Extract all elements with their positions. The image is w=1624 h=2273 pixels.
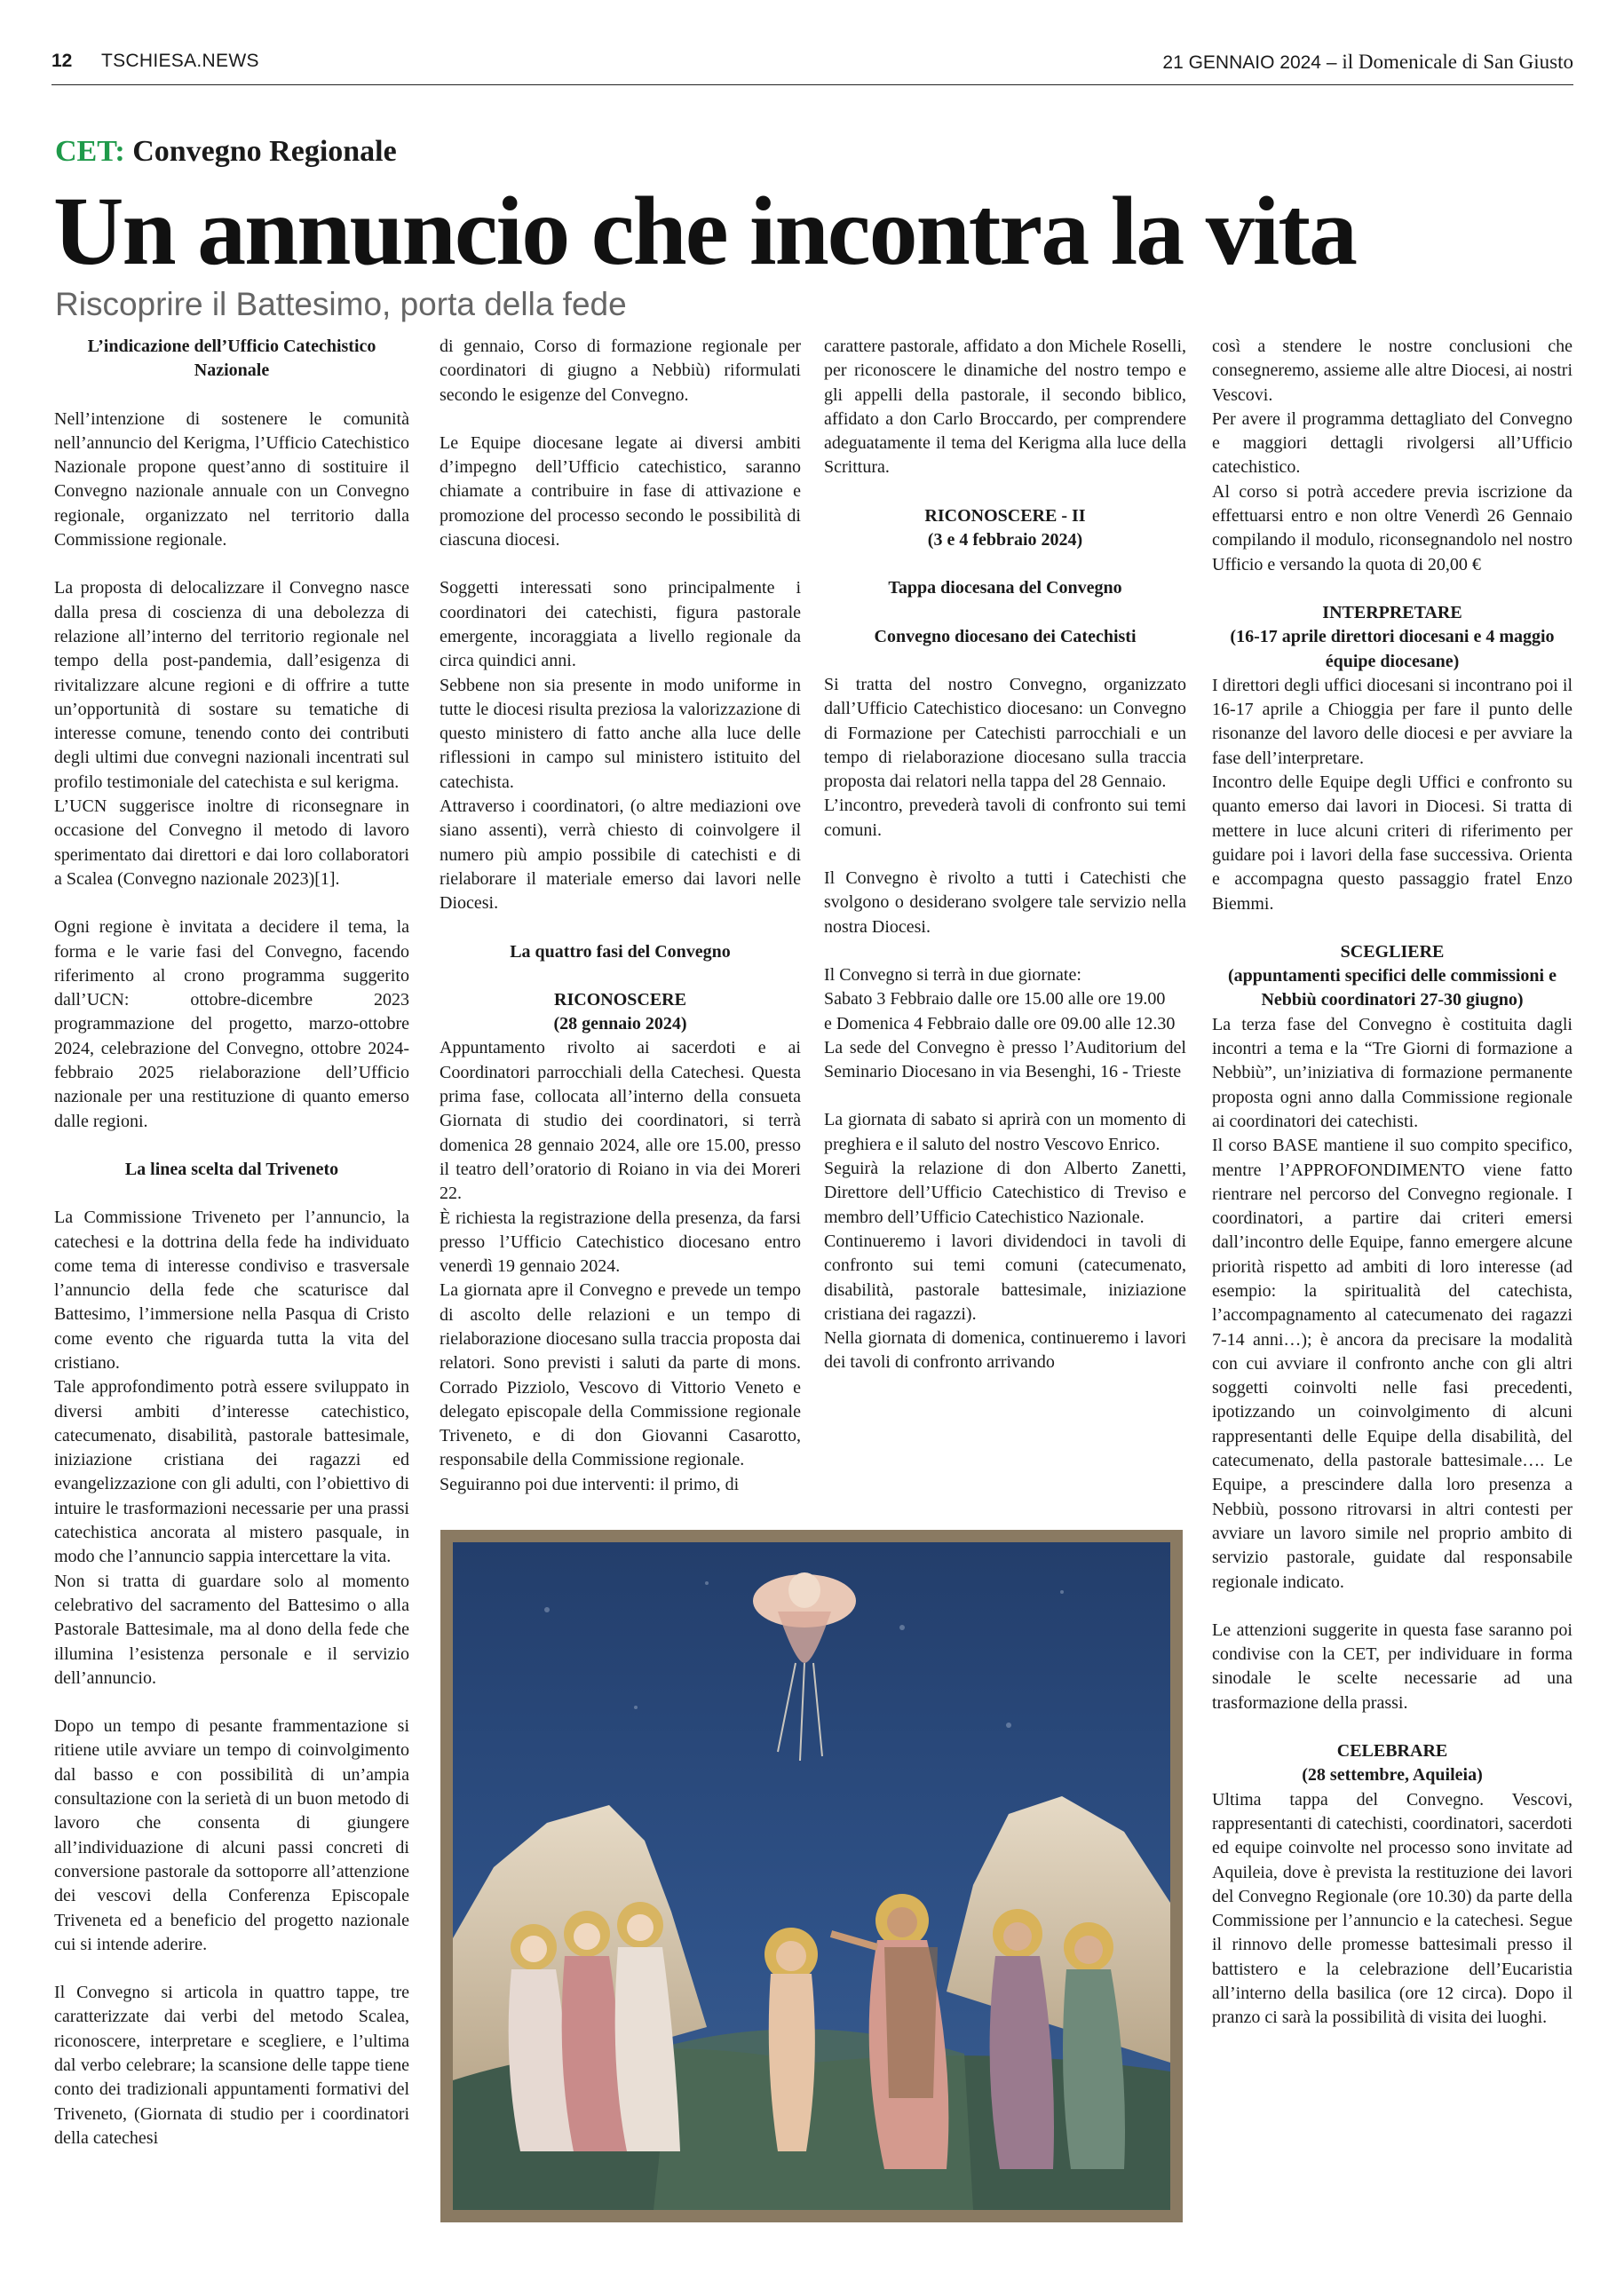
body-paragraph: Non si tratta di guardare solo al momento celebrativo del sacramento del Battesimo o alla Pastorale Battesimale, ma al dono della fede che illumina l’esistenza personale e il servizio dell’annuncio. [54, 1571, 409, 1688]
body-paragraph: Incontro delle Equipe degli Uffici e confronto su quanto emerso dai lavori in Diocesi. Si tratta di mettere in luce alcuni criteri di riferimento per guidare poi i lavori della fase successiva. Orienta e accompagna questo passaggio fratel Enzo Biemmi. [1212, 772, 1573, 914]
body-paragraph: La sede del Convegno è presso l’Auditorium del Seminario Diocesano in via Besenghi, 16 - Trieste [824, 1037, 1186, 1082]
section-heading: L’indicazione dell’Ufficio Catechistico Nazionale [87, 337, 376, 381]
section-heading: INTERPRETARE [1322, 602, 1462, 622]
article-column-2 [440, 335, 801, 1497]
article-kicker [55, 135, 397, 169]
issue-date: 21 GENNAIO 2024 [1162, 52, 1321, 73]
body-paragraph: La Commissione Triveneto per l’annuncio, la catechesi e la dottrina della fede ha individuato come tema di interesse condiviso e trasversale l’annuncio della fede che scaturisce dal Battesimo, l’immersione nella Pasqua di Cristo come evento che riguarda tutta la vita del cristiano. [54, 1208, 409, 1373]
article-column-1 [54, 335, 409, 2150]
section-heading: (28 gennaio 2024) [553, 1014, 687, 1034]
body-paragraph: Ogni regione è invitata a decidere il tema, la forma e le varie fasi del Convegno, facendo riferimento al crono programma suggerito dall’UCN: ottobre-dicembre 2023 programmazione del progetto, marzo-ottobre 2024, celebrazione del Convegno, ottobre 2024-febbraio 2025 rielaborazione dell’Ufficio nazionale per una restituzione di quanto emerso dalle regioni. [54, 917, 409, 1131]
body-paragraph: Soggetti interessati sono principalmente i coordinatori dei catechisti, figura pastorale emergente, incoraggiata a livello regionale da circa quindici anni. [440, 578, 801, 671]
body-paragraph: Continueremo i lavori dividendoci in tavoli di confronto sui temi comuni (catecumenato, disabilità, pastorale battesimale, iniziazione cristiana dei ragazzi). [824, 1231, 1186, 1324]
body-paragraph: Il Convegno si terrà in due giornate: [824, 964, 1081, 985]
body-paragraph: Sabato 3 Febbraio dalle ore 15.00 alle ore 19.00 [824, 989, 1166, 1010]
body-paragraph: Nella giornata di domenica, continueremo i lavori dei tavoli di confronto arrivando [824, 1328, 1186, 1373]
kicker-acronym: CET: [55, 135, 125, 168]
body-paragraph: Il Convegno è rivolto a tutti i Catechisti che svolgono o desiderano svolgere tale servizio nella nostra Diocesi. [824, 868, 1186, 937]
body-paragraph: La terza fase del Convegno è costituita dagli incontri a tema e la “Tre Giorni di formazione a Nebbiù”, un’iniziativa di formazione permanente proposta ogni anno dalla Commissione regionale ai coordinatori dei catechisti. [1212, 1014, 1573, 1131]
baptism-painting [440, 1530, 1183, 2222]
kicker-text: Convegno Regionale [132, 135, 397, 168]
section-heading: (3 e 4 febbraio 2024) [927, 530, 1083, 550]
section-heading: (16-17 aprile direttori diocesani e 4 maggio équipe diocesane) [1230, 627, 1555, 671]
body-paragraph: Appuntamento rivolto ai sacerdoti e ai Coordinatori parrocchiali della Catechesi. Questa prima fase, collocata all’interno della consueta Giornata di studio dei coordinatori, si terrà domenica 28 gennaio 2024, alle ore 15.00, presso il teatro dell’oratorio di Roiano in via dei Moreri 22. [440, 1038, 801, 1204]
body-paragraph: così a stendere le nostre conclusioni che consegneremo, assieme alle altre Diocesi, ai nostri Vescovi. [1212, 337, 1573, 405]
body-paragraph: Attraverso i coordinatori, (o altre mediazioni ove siano assenti), verrà chiesto di coinvolgere il numero più ampio possibile di catechisti e di rielaborare il materiale emerso dai lavori nelle Diocesi. [440, 796, 801, 914]
body-paragraph: Il Convegno si articola in quattro tappe, tre caratterizzate dai verbi del metodo Scalea, riconoscere, interpretare e scegliere, e l’ultima dal verbo celebrare; la scansione delle tappe tiene conto dei tradizionali appuntamenti formativi del Triveneto, (Giornata di studio per i coordinatori della catechesi [54, 1983, 409, 2148]
body-paragraph: L’incontro, prevederà tavoli di confronto sui temi comuni. [824, 796, 1186, 840]
issue-info [1162, 51, 1573, 74]
section-heading: Tappa diocesana del Convegno [888, 578, 1122, 598]
article-column-4 [1212, 335, 1573, 2031]
body-paragraph: Le attenzioni suggerite in questa fase saranno poi condivise con la CET, per individuare in forma sinodale le scelte necessarie ad una trasformazione della prassi. [1212, 1620, 1573, 1713]
masthead: il Domenicale di San Giusto [1342, 51, 1573, 73]
section-heading: RICONOSCERE - II [924, 505, 1086, 526]
body-paragraph: di gennaio, Corso di formazione regionale per coordinatori di giugno a Nebbiù) riformulati secondo le esigenze del Convegno. [440, 337, 801, 405]
issue-separator: – [1326, 52, 1337, 73]
body-paragraph: Si tratta del nostro Convegno, organizzato dall’Ufficio Catechistico diocesano: un Convegno di Formazione per Catechisti parrocchiali e un tempo di rielaborazione diocesano sulla traccia proposta dai relatori nella tappa del 28 Gennaio. [824, 674, 1186, 792]
body-paragraph: I direttori degli uffici diocesani si incontrano poi il 16-17 aprile a Chioggia per fare il punto delle risonanze del lavoro delle diocesi e per avviare la fase dell’interpretare. [1212, 675, 1573, 768]
article-headline: Un annuncio che incontra la vita [53, 177, 1356, 285]
body-paragraph: carattere pastorale, affidato a don Michele Roselli, per riconoscere le dinamiche del nostro tempo e gli appelli della pastorale, il secondo biblico, affidato a don Carlo Broccardo, per comprendere adeguatamente il tema del Kerigma alla luce della Scrittura. [824, 337, 1186, 478]
body-paragraph: Tale approfondimento potrà essere sviluppato in diversi ambiti d’interesse catechistico, catecumenato, disabilità, pastorale battesimale, iniziazione cristiana dei ragazzi ed evangelizzazione con gli adulti, con l’obiettivo di intuire le trasformazioni necessarie per una prassi catechistica ancorata al mistero pasquale, in modo che l’annuncio sappia intercettare la vita. [54, 1377, 409, 1567]
body-paragraph: e Domenica 4 Febbraio dalle ore 09.00 alle 12.30 [824, 1013, 1176, 1034]
section-heading: RICONOSCERE [554, 989, 686, 1010]
article-subtitle: Riscoprire il Battesimo, porta della fede [55, 286, 627, 322]
site-name[interactable]: TSCHIESA.NEWS [101, 51, 259, 71]
body-paragraph: È richiesta la registrazione della presenza, da farsi presso l’Ufficio Catechistico diocesano entro venerdì 19 gennaio 2024. [440, 1208, 801, 1277]
section-heading: La linea scelta dal Triveneto [124, 1159, 339, 1179]
article-column-3 [824, 335, 1186, 1375]
section-heading: (appuntamenti specifici delle commissioni e Nebbiù coordinatori 27-30 giugno) [1228, 966, 1557, 1010]
body-paragraph: Sebbene non sia presente in modo uniforme in tutte le diocesi risulta preziosa la valorizzazione di questo ministero di fatto anche alla luce delle riflessioni in campo sul ministero istituito del catechista. [440, 675, 801, 792]
section-heading: CELEBRARE [1336, 1741, 1448, 1762]
section-heading: La quattro fasi del Convegno [510, 941, 731, 962]
body-paragraph: Nell’intenzione di sostenere le comunità nell’annuncio del Kerigma, l’Ufficio Catechistico Nazionale propone quest’anno di sostituire il Convegno nazionale annuale con un Convegno regionale, organizzato nel territorio dalla Commissione regionale. [54, 408, 409, 550]
body-paragraph: Per avere il programma dettagliato del Convegno e maggiori dettagli rivolgersi all’Ufficio catechistico. [1212, 408, 1573, 478]
body-paragraph: La giornata apre il Convegno e prevede un tempo di ascolto delle relazioni e un tempo di rielaborazione diocesano sulla traccia proposta dai relatori. Sono previsti i saluti da parte di mons. Corrado Pizziolo, Vescovo di Vittorio Veneto e delegato episcopale della Commissione regionale Triveneto, e di don Giovanni Casarotto, responsabile della Commissione regionale. [440, 1280, 801, 1470]
section-heading: SCEGLIERE [1340, 941, 1445, 962]
body-paragraph: Al corso si potrà accedere previa iscrizione da effettuarsi entro e non oltre Venerdì 26 Gennaio compilando il modulo, riconsegnandolo nel nostro Ufficio e versando la quota di 20,00 € [1212, 481, 1573, 574]
body-paragraph: Seguiranno poi due interventi: il primo, di [440, 1474, 740, 1494]
body-paragraph: Dopo un tempo di pesante frammentazione si ritiene utile avviare un tempo di coinvolgimento dal basso e con possibilità di un’ampia consultazione con la serietà di un buon metodo di lavoro che consenta di giungere all’individuazione di alcuni passi concreti di conversione pastorale da sottoporre all’attenzione dei vescovi della Conferenza Episcopale Triveneta ed a beneficio del progetto nazionale cui si intende aderire. [54, 1716, 409, 1954]
page-header [51, 49, 1573, 85]
body-paragraph: Il corso BASE mantiene il suo compito specifico, mentre l’APPROFONDIMENTO viene fatto rientrare nel percorso del Convegno regionale. I coordinatori, a partire dai criteri emersi dall’incontro delle Equipe, fanno emergere alcune priorità rispetto ad ambiti di loro interesse (ad esempio: la spiritualità del catechista, l’accompagnamento al catecumenato dei ragazzi 7-14 anni…); è ancora da precisare la modalità con cui avviare il confronto anche con gli altri soggetti coinvolti nelle fasi precedenti, ipotizzando un coinvolgimento di alcuni rappresentanti delle Equipe della disabilità, del catecumenato, della pastorale battesimale…. Le Equipe, a prescindere dalla loro presenza a Nebbiù, possono ritrovarsi in altri contesti per avviare un lavoro simile nel proprio ambito di servizio pastorale, guidate dal responsabile regionale indicato. [1212, 1136, 1573, 1592]
body-paragraph: La proposta di delocalizzare il Convegno nasce dalla presa di coscienza di una debolezza di relazione all’interno del territorio regionale nel tempo della post-pandemia, dall’esigenza di rivitalizzare alcune regioni e di offrire a tutte un’opportunità di sostare su tematiche di interesse comune, tenendo conto dei contributi degli ultimi due convegni nazionali incentrati sul profilo testimoniale del catechista e sul kerigma. [54, 578, 409, 792]
body-paragraph: La giornata di sabato si aprirà con un momento di preghiera e il saluto del nostro Vescovo Enrico. [824, 1110, 1186, 1154]
painting-svg [440, 1530, 1183, 2222]
section-heading: (28 settembre, Aquileia) [1302, 1765, 1483, 1786]
body-paragraph: Le Equipe diocesane legate ai diversi ambiti d’impegno dell’Ufficio catechistico, saranno chiamate a contribuire in fase di attivazione e promozione del processo secondo le possibilità di ciascuna diocesi. [440, 432, 801, 550]
angels-group [509, 1902, 680, 2151]
body-paragraph: Seguirà la relazione di don Alberto Zanetti, Direttore dell’Ufficio Catechistico di Treviso e membro dell’Ufficio Catechistico Nazionale. [824, 1159, 1186, 1227]
body-paragraph: L’UCN suggerisce inoltre di riconsegnare in occasione del Convegno il metodo di lavoro sperimentato dai direttori e dai loro collaboratori a Scalea (Convegno nazionale 2023)[1]. [54, 796, 409, 889]
page-number: 12 [51, 51, 73, 71]
body-paragraph: Ultima tappa del Convegno. Vescovi, rappresentanti di catechisti, coordinatori, sacerdoti ed equipe coinvolte nel processo sono invitate ad Aquileia, dove è prevista la restituzione dei lavori del Convegno Regionale (ore 10.30) da parte della Commissione per l’annuncio e la catechesi. Segue il rinnovo delle promesse battesimali presso il battistero e la celebrazione dell’Eucaristia all’interno della basilica (ore 12 circa). Dopo il pranzo ci sarà la possibilità di visita dei luoghi. [1212, 1789, 1573, 2028]
section-heading: Convegno diocesano dei Catechisti [874, 626, 1137, 646]
